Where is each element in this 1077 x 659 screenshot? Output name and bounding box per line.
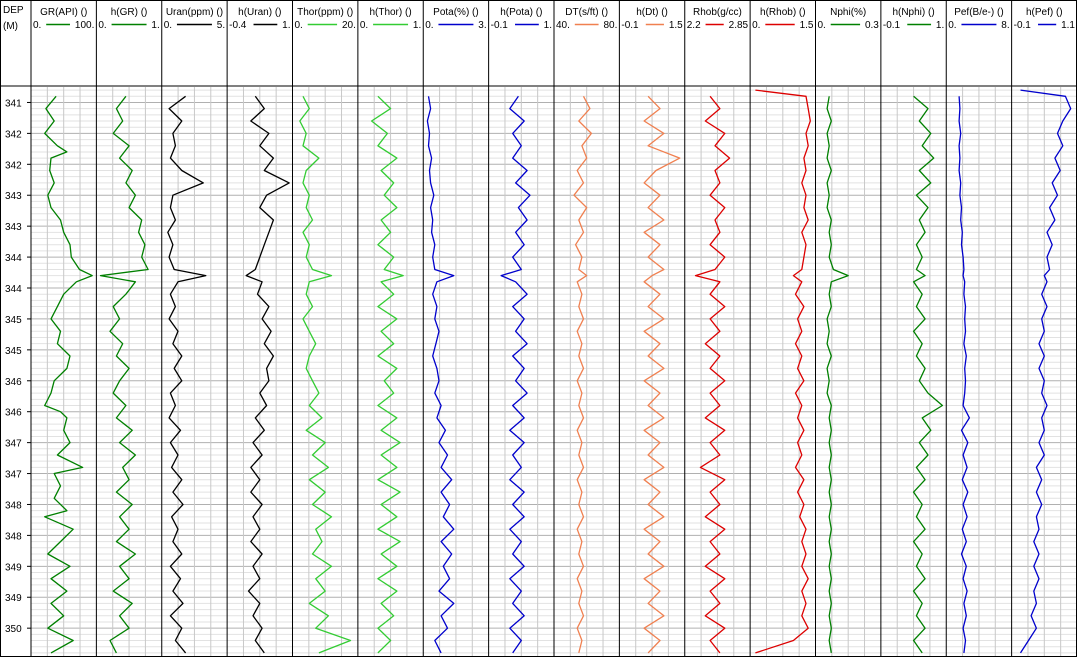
track-title: Rhob(g/cc) xyxy=(692,7,742,18)
depth-tick-label: 346 xyxy=(5,376,22,388)
track-min-label: 40. xyxy=(556,20,570,31)
depth-tick-label: 343 xyxy=(5,191,22,203)
depth-header-unit: (M) xyxy=(3,21,18,32)
track-title: h(Uran) () xyxy=(238,7,282,18)
track-max-label: 1.5 xyxy=(799,20,814,31)
track-max-label: 80. xyxy=(603,20,618,31)
depth-tick-label: 348 xyxy=(5,531,22,543)
track-title: Thor(ppm) () xyxy=(297,7,354,18)
depth-tick-label: 341 xyxy=(5,98,22,110)
track-min-label: -0.1 xyxy=(882,20,901,31)
depth-tick-label: 349 xyxy=(5,593,22,605)
depth-tick-label: 349 xyxy=(5,562,22,574)
track-min-label: 0. xyxy=(948,20,957,31)
depth-tick-label: 348 xyxy=(5,500,22,512)
track-max-label: 8. xyxy=(1001,20,1010,31)
depth-tick-label: 347 xyxy=(5,469,22,481)
track-title: h(GR) () xyxy=(110,7,148,18)
track-max-label: 1. xyxy=(412,20,422,31)
depth-tick-label: 343 xyxy=(5,222,22,234)
track-max-label: 3. xyxy=(478,20,487,31)
track-max-label: 1. xyxy=(282,20,291,31)
depth-tick-label: 346 xyxy=(5,407,22,419)
track-title: h(Dt) () xyxy=(636,7,668,18)
depth-tick-label: 345 xyxy=(5,314,22,326)
track-max-label: 1. xyxy=(935,20,945,31)
track-min-label: 0. xyxy=(359,20,369,31)
track-min-label: -0.1 xyxy=(1013,20,1031,31)
track-min-label: 2.2 xyxy=(686,20,701,31)
track-min-label: 0. xyxy=(817,20,826,31)
track-title: Nphi(%) xyxy=(830,7,867,18)
depth-tick-label: 350 xyxy=(5,624,22,636)
depth-tick-label: 347 xyxy=(5,438,22,450)
track-title: h(Pota) () xyxy=(500,7,543,18)
track-min-label: 0. xyxy=(33,20,42,31)
track-max-label: 1. xyxy=(543,20,552,31)
track-max-label: 2.85 xyxy=(728,20,749,31)
track-title: h(Rhob) () xyxy=(760,7,806,18)
track-title: h(Thor) () xyxy=(369,7,412,18)
track-title: Pota(%) () xyxy=(433,7,479,18)
track-min-label: -0.1 xyxy=(621,20,639,31)
track-min-label: 0. xyxy=(425,20,434,31)
depth-tick-label: 345 xyxy=(5,345,22,357)
track-min-label: -0.4 xyxy=(229,20,247,31)
track-title: h(Pef) () xyxy=(1025,7,1063,18)
track-max-label: 1.1 xyxy=(1061,20,1075,31)
track-min-label: 0. xyxy=(98,20,107,31)
depth-header-label: DEP xyxy=(3,5,24,16)
depth-tick-label: 342 xyxy=(5,160,22,172)
track-min-label: -0.1 xyxy=(490,20,508,31)
track-max-label: 0.3 xyxy=(864,20,879,31)
track-min-label: 0. xyxy=(294,20,303,31)
track-max-label: 5. xyxy=(216,20,226,31)
track-max-label: 100. xyxy=(74,20,95,31)
track-title: Uran(ppm) () xyxy=(165,7,224,18)
track-max-label: 1. xyxy=(151,20,160,31)
depth-tick-label: 344 xyxy=(5,253,22,265)
depth-tick-label: 344 xyxy=(5,284,22,296)
track-max-label: 1.5 xyxy=(668,20,683,31)
track-max-label: 20. xyxy=(341,20,356,31)
track-title: Pef(B/e-) () xyxy=(954,7,1004,18)
track-title: DT(s/ft) () xyxy=(565,7,609,18)
track-title: GR(API) () xyxy=(40,7,88,18)
track-min-label: 0. xyxy=(163,20,173,31)
track-min-label: 0. xyxy=(752,20,761,31)
track-title: h(Nphi) () xyxy=(892,7,935,18)
depth-tick-label: 342 xyxy=(5,129,22,141)
